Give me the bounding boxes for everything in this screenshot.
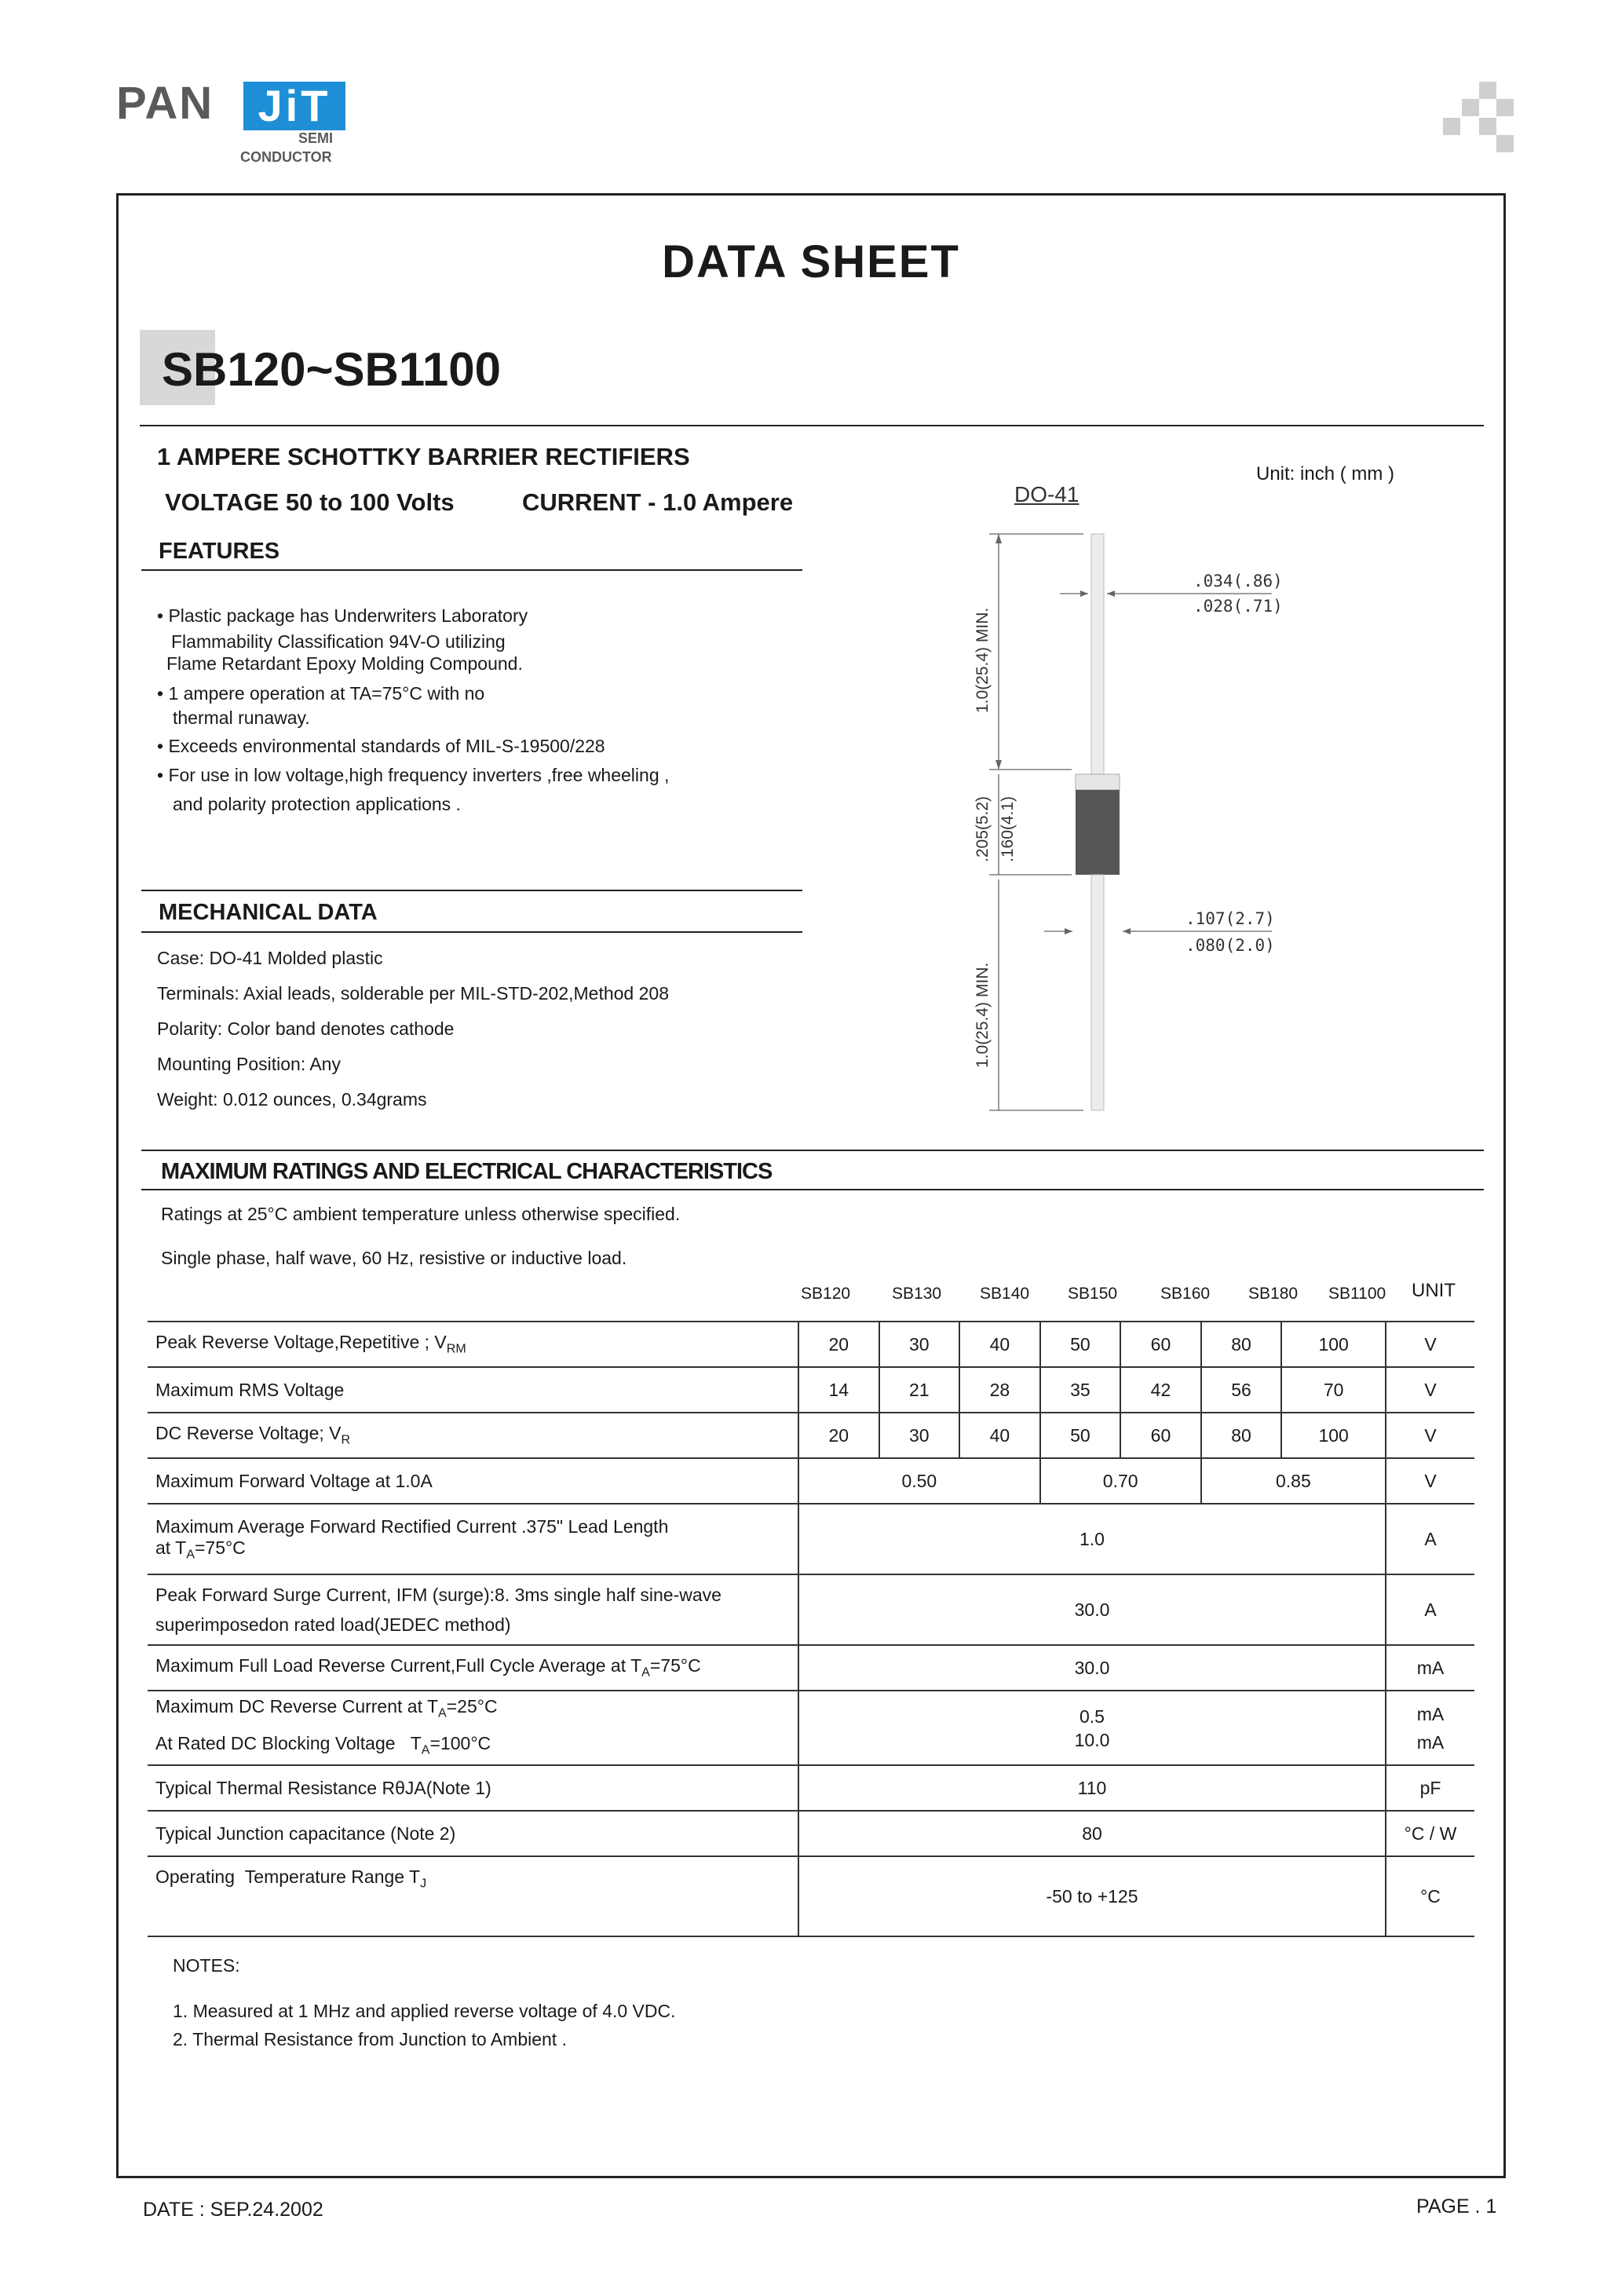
- cell: 80: [1201, 1322, 1282, 1367]
- model-number: SB120~SB1100: [162, 343, 502, 396]
- body-length-min: .160(4.1): [999, 795, 1017, 862]
- logo-semi: SEMI: [298, 130, 334, 146]
- bottom-lead: [1091, 875, 1104, 1110]
- body-band: [1076, 774, 1120, 790]
- col-header: SB130: [892, 1285, 942, 1303]
- row-label-line: Peak Forward Surge Current, IFM (surge):8. 3ms single half sine-wave: [155, 1585, 721, 1605]
- divider: [141, 1150, 1484, 1151]
- lead-length-top: 1.0(25.4) MIN.: [974, 607, 992, 713]
- cell: 110: [798, 1765, 1386, 1811]
- cell: 60: [1120, 1322, 1201, 1367]
- col-header: SB140: [980, 1285, 1030, 1303]
- row-label: [148, 1504, 798, 1574]
- unit-cell: mA: [1386, 1645, 1474, 1691]
- cell: 80: [1201, 1413, 1282, 1458]
- unit-cell: V: [1386, 1322, 1474, 1367]
- col-header-unit: UNIT: [1412, 1280, 1456, 1301]
- row-label-line: Maximum Average Forward Rectified Current .375" Lead Length: [155, 1515, 669, 1537]
- row-label: Maximum Full Load Reverse Current,Full Cycle Average at $T_A=75^\circ C$: [148, 1645, 798, 1691]
- cell: 42: [1120, 1367, 1201, 1413]
- feature-line: • Exceeds environmental standards of MIL-S-19500/228: [157, 736, 605, 756]
- cell: [798, 1691, 1386, 1765]
- mech-line: Polarity: Color band denotes cathode: [157, 1018, 455, 1039]
- table-row: [148, 1691, 1474, 1765]
- cell: 30: [879, 1413, 960, 1458]
- col-header: SB1100: [1328, 1285, 1386, 1303]
- unit-cell: V: [1386, 1413, 1474, 1458]
- voltage-line: VOLTAGE 50 to 100 Volts: [165, 488, 455, 516]
- body: [1076, 790, 1120, 875]
- unit-label: Unit: inch ( mm ): [1256, 463, 1395, 484]
- table-row: [148, 1765, 1474, 1811]
- cell: 1.0: [798, 1504, 1386, 1574]
- row-label-line: At Rated DC Blocking Voltage $T_A=100^\circ C$: [155, 1732, 491, 1757]
- ratings-note-1: Ratings at 25°C ambient temperature unless otherwise specified.: [161, 1204, 681, 1224]
- cell: 70: [1281, 1367, 1386, 1413]
- logo-jit: JiT: [243, 82, 345, 130]
- cell: 40: [959, 1413, 1040, 1458]
- cell-line: 10.0: [1074, 1729, 1110, 1750]
- feature-line: • 1 ampere operation at TA=75°C with no: [157, 683, 485, 704]
- page-title: DATA SHEET: [662, 236, 960, 287]
- mech-line: Mounting Position: Any: [157, 1054, 341, 1074]
- unit-line: mA: [1416, 1703, 1445, 1724]
- package-label: DO-41: [1014, 482, 1080, 506]
- row-label-line: at $T_A=75^\circ C$: [155, 1537, 246, 1562]
- current-line: CURRENT - 1.0 Ampere: [522, 488, 794, 516]
- mech-line: Case: DO-41 Molded plastic: [157, 948, 383, 968]
- feature-line: • For use in low voltage,high frequency inverters ,free wheeling ,: [157, 765, 670, 785]
- col-header: SB180: [1248, 1285, 1299, 1303]
- cell: 21: [879, 1367, 960, 1413]
- cell: 14: [798, 1367, 879, 1413]
- lead-diameter-max: .034(.86): [1193, 572, 1283, 590]
- unit-cell: pF: [1386, 1765, 1474, 1811]
- mechanical-heading: MECHANICAL DATA: [159, 900, 378, 925]
- feature-line: • Plastic package has Underwriters Laboratory: [157, 605, 528, 626]
- footer-page: PAGE . 1: [1416, 2195, 1497, 2217]
- decorative-squares-icon: [1443, 82, 1514, 154]
- cell: 20: [798, 1413, 879, 1458]
- cell: 50: [1040, 1322, 1121, 1367]
- cell: 80: [798, 1811, 1386, 1856]
- table-row: [148, 1645, 1474, 1691]
- row-label-line: superimposedon rated load(JEDEC method): [155, 1614, 511, 1635]
- features-heading: FEATURES: [159, 539, 280, 564]
- col-header: SB150: [1068, 1285, 1118, 1303]
- unit-cell: °C / W: [1386, 1811, 1474, 1856]
- col-header: SB120: [801, 1285, 851, 1303]
- mechanical-list: [157, 941, 669, 1117]
- lead-length-bottom: 1.0(25.4) MIN.: [974, 962, 992, 1068]
- divider: [140, 425, 1484, 426]
- logo-pan: PAN: [116, 78, 214, 129]
- row-label: Typical Thermal Resistance RθJA(Note 1): [148, 1765, 798, 1811]
- table-row: [148, 1458, 1474, 1504]
- table-row: [148, 1856, 1474, 1936]
- unit-cell: A: [1386, 1504, 1474, 1574]
- unit-cell: V: [1386, 1458, 1474, 1504]
- divider: [141, 569, 802, 571]
- cell: 20: [798, 1322, 879, 1367]
- divider: [141, 890, 802, 891]
- cell: 50: [1040, 1413, 1121, 1458]
- row-label: Peak Reverse Voltage,Repetitive ; $V_{RM}$: [148, 1322, 798, 1367]
- mech-line: Terminals: Axial leads, solderable per MIL-STD-202,Method 208: [157, 983, 669, 1004]
- unit-cell: V: [1386, 1367, 1474, 1413]
- cell: 60: [1120, 1413, 1201, 1458]
- cell: 28: [959, 1367, 1040, 1413]
- row-label: Typical Junction capacitance (Note 2): [148, 1811, 798, 1856]
- cell: 35: [1040, 1367, 1121, 1413]
- unit-cell: °C: [1386, 1856, 1474, 1936]
- row-label: [148, 1691, 798, 1765]
- cell: 0.85: [1201, 1458, 1386, 1504]
- ratings-table: [148, 1321, 1474, 1937]
- features-list: [157, 601, 669, 819]
- divider: [141, 931, 802, 933]
- subtitle: 1 AMPERE SCHOTTKY BARRIER RECTIFIERS: [157, 443, 690, 470]
- cell: 100: [1281, 1413, 1386, 1458]
- feature-line: thermal runaway.: [173, 707, 310, 728]
- table-row: [148, 1367, 1474, 1413]
- table-row: [148, 1322, 1474, 1367]
- cell: -50 to +125: [798, 1856, 1386, 1936]
- table-row: [148, 1504, 1474, 1574]
- row-label: Operating Temperature Range $T_J$: [148, 1856, 798, 1936]
- cell: 40: [959, 1322, 1040, 1367]
- top-lead: [1091, 534, 1104, 790]
- cell: 100: [1281, 1322, 1386, 1367]
- lead-diameter-min: .028(.71): [1193, 597, 1283, 616]
- unit-line: mA: [1416, 1731, 1445, 1753]
- cell: 0.70: [1040, 1458, 1201, 1504]
- ratings-heading: MAXIMUM RATINGS AND ELECTRICAL CHARACTERISTICS: [161, 1159, 773, 1184]
- divider: [141, 1189, 1484, 1190]
- row-label-line: Maximum DC Reverse Current at $T_A=25^\circ C$: [155, 1696, 498, 1720]
- row-label: Maximum RMS Voltage: [148, 1367, 798, 1413]
- cell: 30.0: [798, 1574, 1386, 1645]
- table-row: [148, 1811, 1474, 1856]
- footer-date: DATE : SEP.24.2002: [143, 2199, 323, 2221]
- unit-cell: [1386, 1691, 1474, 1765]
- mech-line: Weight: 0.012 ounces, 0.34grams: [157, 1089, 427, 1110]
- body-diameter-min: .080(2.0): [1185, 936, 1275, 955]
- table-row: [148, 1413, 1474, 1458]
- cell: 56: [1201, 1367, 1282, 1413]
- body-diameter-max: .107(2.7): [1185, 909, 1275, 928]
- row-label: [148, 1574, 798, 1645]
- logo-conductor: CONDUCTOR: [240, 149, 332, 165]
- col-header: SB160: [1160, 1285, 1211, 1303]
- cell-line: 0.5: [1080, 1706, 1105, 1727]
- note-item: 1. Measured at 1 MHz and applied reverse voltage of 4.0 VDC.: [173, 2001, 676, 2021]
- cell: 30.0: [798, 1645, 1386, 1691]
- cell: 0.50: [798, 1458, 1040, 1504]
- feature-line: and polarity protection applications .: [173, 794, 461, 814]
- feature-line: Flame Retardant Epoxy Molding Compound.: [166, 653, 523, 674]
- row-label: Maximum Forward Voltage at 1.0A: [148, 1458, 798, 1504]
- note-item: 2. Thermal Resistance from Junction to Ambient .: [173, 2029, 567, 2049]
- table-row: [148, 1574, 1474, 1645]
- cell: 30: [879, 1322, 960, 1367]
- body-length-max: .205(5.2): [974, 795, 992, 862]
- ratings-note-2: Single phase, half wave, 60 Hz, resistive or inductive load.: [161, 1248, 627, 1268]
- notes-heading: NOTES:: [173, 1955, 240, 1976]
- row-label: DC Reverse Voltage; $V_R$: [148, 1413, 798, 1458]
- feature-line: Flammability Classification 94V-O utilizing: [171, 631, 506, 652]
- unit-cell: A: [1386, 1574, 1474, 1645]
